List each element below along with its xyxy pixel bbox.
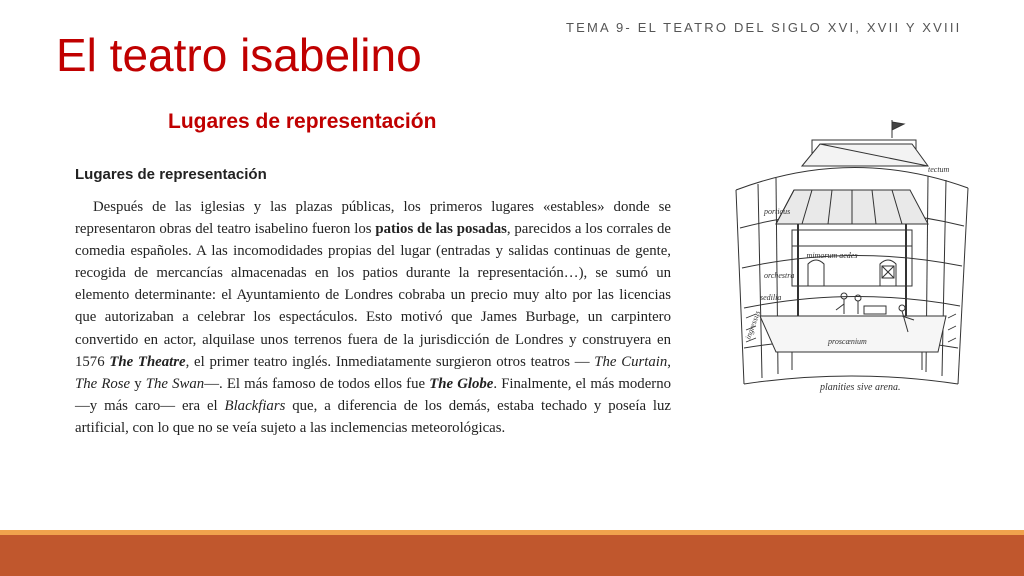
label-proscenium: proscænium bbox=[828, 337, 867, 346]
label-mimorum-aedes: mimorum aedes bbox=[806, 251, 858, 260]
scanned-text-image bbox=[48, 152, 678, 516]
scan-paragraph: Después de las iglesias y las plazas públicas, los primeros lugares «estables» donde se representaron obras del teatro isabelino fueron los patios de las posadas, parecidos a los corrales de comedia españoles. A las incomodidades propias del lugar (entradas y salidas continuas de gente, recogida de mercancías almacenadas en los patios durante la representación…), se sumó un elemento determinante: el Ayuntamiento de Londres cobraba un precio muy alto por las licencias que autorizaban a celebrar los espectáculos. Esto motivó que James Burbage, un carpintero convertido en actor, alquilase unos terrenos fuera de la jurisdicción de Londres y construyera en 1576 The Theatre, el primer teatro inglés. Inmediatamente surgieron otros teatros — The Curtain, The Rose y The Swan—. El más famoso de todos ellos fue The Globe. Finalmente, el más moderno —y más caro— era el Blackfiars que, a diferencia de los demás, estaba techado y poseía luz artificial, con lo que no se veía sujeto a las inclemencias meteorológicas. bbox=[75, 199, 672, 436]
label-sedilia: sedilia bbox=[760, 293, 782, 302]
scan-heading: Lugares de representación bbox=[75, 166, 267, 183]
label-porticus: porticus bbox=[764, 207, 791, 216]
slide-subtitle: Lugares de representación bbox=[168, 110, 437, 133]
slide-title: El teatro isabelino bbox=[56, 29, 422, 81]
label-ingressus: ingressus bbox=[743, 309, 763, 341]
footer-bar bbox=[0, 535, 1024, 576]
label-orchestra: orchestra bbox=[764, 271, 795, 280]
section-header: TEMA 9- EL TEATRO DEL SIGLO XVI, XVII Y XVIII bbox=[566, 20, 962, 35]
illustration-caption: planities sive arena. bbox=[820, 382, 901, 393]
label-tectum: tectum bbox=[928, 165, 950, 174]
swan-theatre-drawing bbox=[732, 118, 972, 412]
